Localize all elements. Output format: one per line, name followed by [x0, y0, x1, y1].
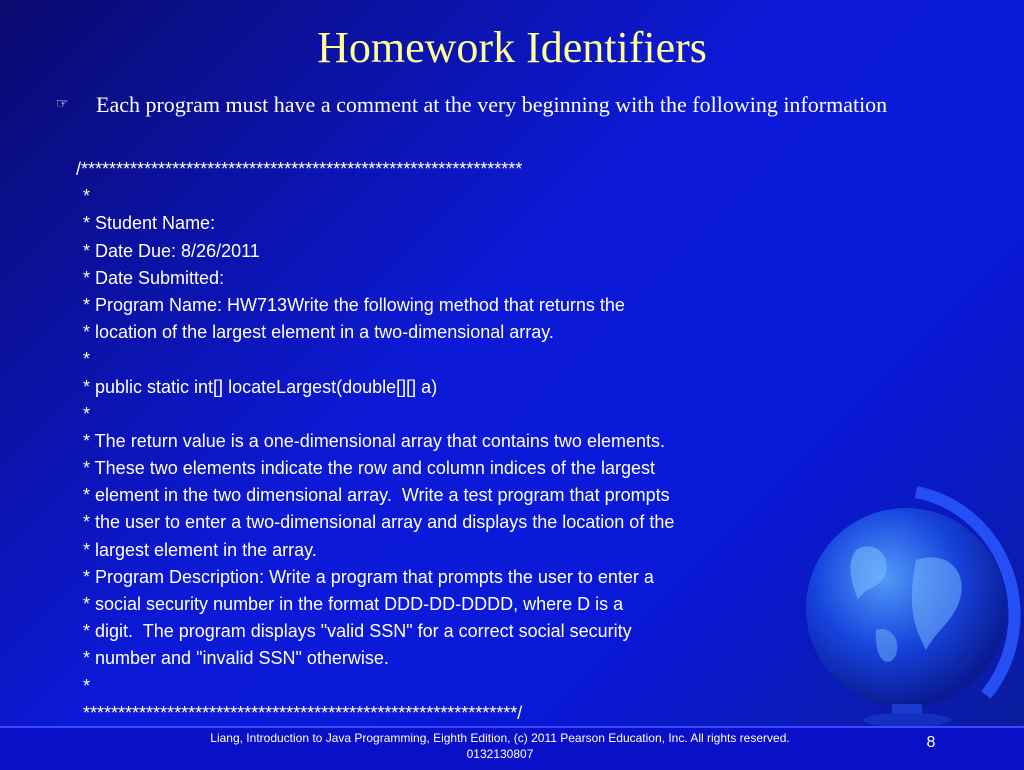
- code-line: * The return value is a one-dimensional array that contains two elements.: [83, 430, 665, 451]
- code-line: * largest element in the array.: [83, 539, 317, 560]
- pointing-hand-icon: ☞: [56, 97, 69, 112]
- code-line: * Program Description: Write a program that prompts the user to enter a: [83, 566, 654, 587]
- page-number: 8: [926, 734, 936, 751]
- code-line: * Date Submitted:: [83, 267, 225, 288]
- code-line: * Program Name: HW713Write the following method that returns the: [83, 294, 625, 315]
- code-line: /***************************************************************: [76, 159, 523, 179]
- code-line: * Student Name:: [83, 213, 216, 234]
- code-line: *: [83, 186, 91, 207]
- code-line: **************************************************************/: [83, 702, 523, 723]
- code-line: * Date Due: 8/26/2011: [83, 240, 260, 261]
- footer-copyright: Liang, Introduction to Java Programming, Eighth Edition, (c) 2011 Pearson Education, Inc. All rights reserved. 0132130807: [210, 731, 790, 761]
- code-line: * number and "invalid SSN" otherwise.: [83, 648, 389, 669]
- code-line: * public static int[] locateLargest(double[][] a): [83, 376, 438, 397]
- code-line: * These two elements indicate the row and column indices of the largest: [83, 458, 655, 479]
- code-line: * social security number in the format DDD-DD-DDDD, where D is a: [83, 594, 624, 614]
- slide-title: Homework Identifiers: [317, 23, 707, 72]
- globe-icon: [796, 480, 1024, 730]
- code-line: *: [83, 349, 91, 370]
- code-line: *: [83, 675, 91, 696]
- code-line: *: [83, 403, 91, 424]
- code-line: * digit. The program displays "valid SSN" for a correct social security: [83, 621, 632, 642]
- code-comment-block: [76, 156, 856, 727]
- code-line: * element in the two dimensional array. Write a test program that prompts: [83, 485, 670, 506]
- bullet-text: Each program must have a comment at the very beginning with the following information: [96, 92, 888, 117]
- code-line: * location of the largest element in a two-dimensional array.: [83, 322, 554, 343]
- code-line: * the user to enter a two-dimensional array and displays the location of the: [83, 512, 675, 533]
